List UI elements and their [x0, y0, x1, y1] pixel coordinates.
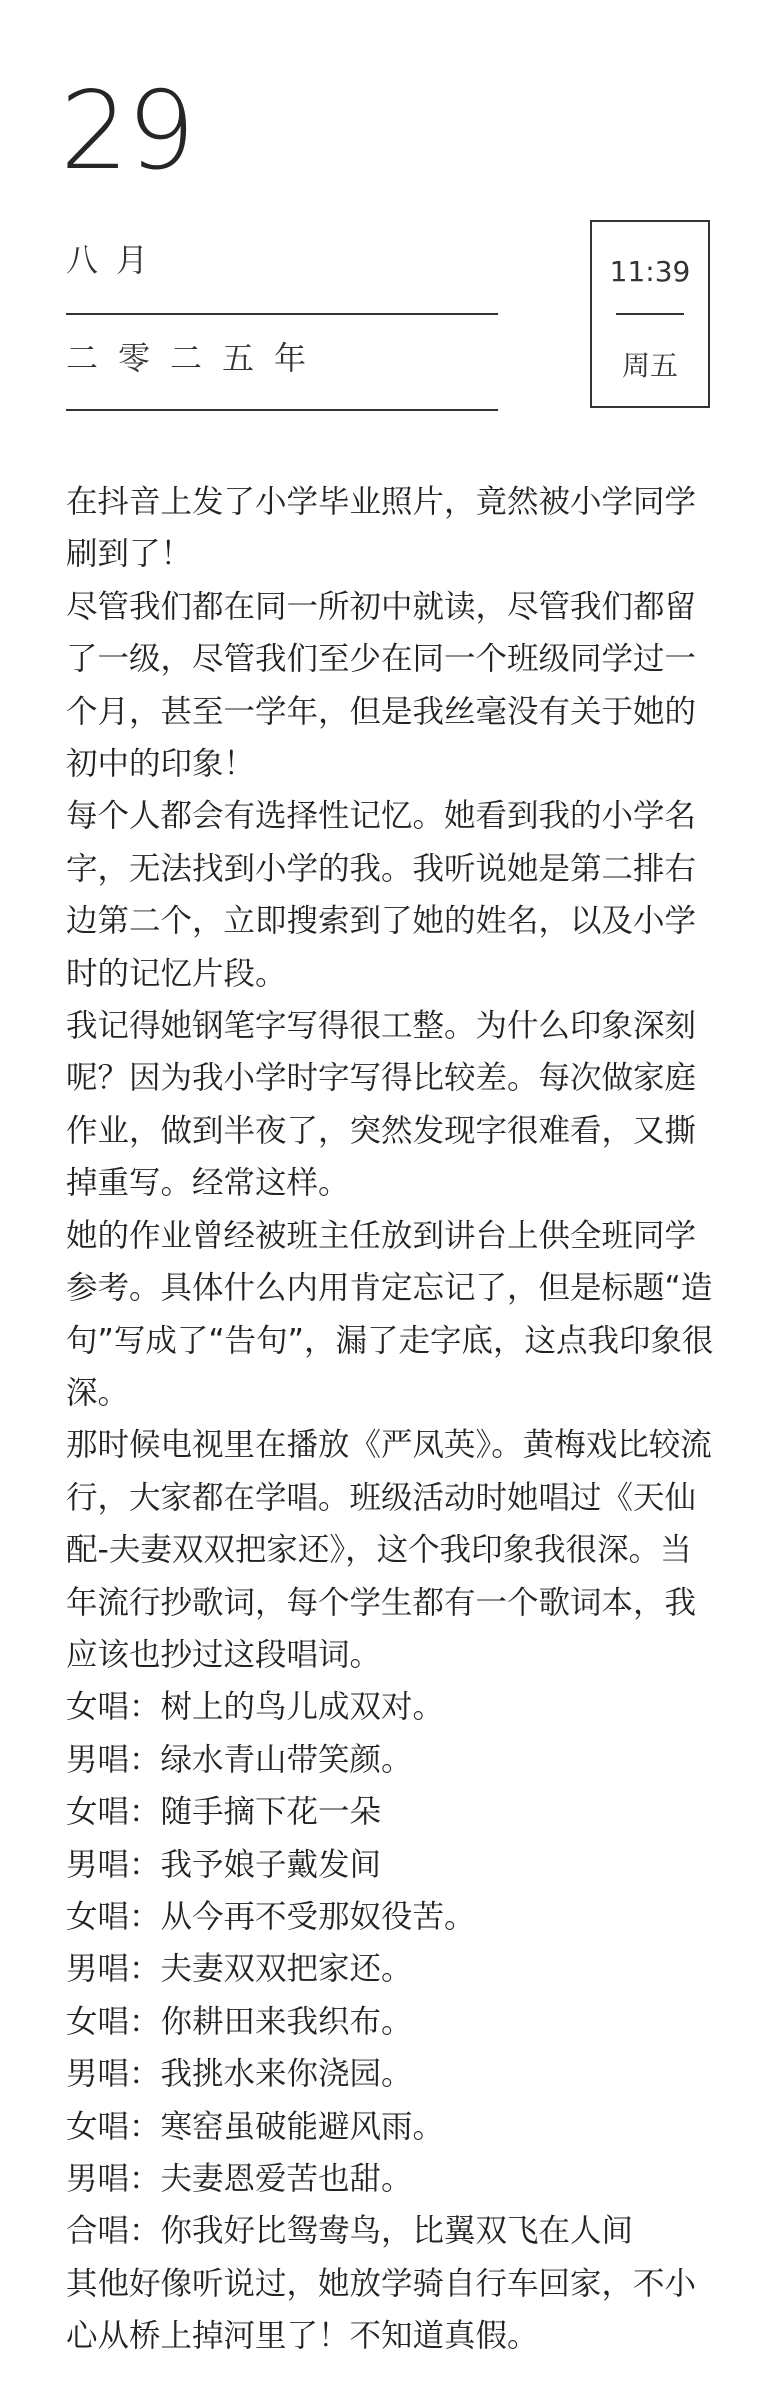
diary-body [66, 476, 716, 2363]
lyric-line: 男唱：夫妻恩爱苦也甜。 [66, 2161, 413, 2197]
lyric-line: 女唱：随手摘下花一朵 [66, 1794, 382, 1831]
divider-line [66, 313, 498, 315]
paragraph: 我记得她钢笔字写得很工整。为什么印象深刻呢？因为我小学时字写得比较差。每次做家庭作业，做到半夜了，突然发现字很难看，又撕掉重写。经常这样。 [66, 1008, 697, 1202]
lyric-line: 男唱：我予娘子戴发间 [66, 1846, 382, 1883]
time-box [590, 220, 710, 408]
paragraph: 她的作业曾经被班主任放到讲台上供全班同学参考。具体什么内用肯定忘记了，但是标题“造句”写成了“告句”，漏了走字底，这点我印象很深。 [66, 1217, 714, 1411]
time-label: 11:39 [609, 255, 691, 288]
date-day: 29 [60, 69, 194, 194]
divider-line [66, 409, 498, 411]
weekday-label: 周五 [621, 349, 678, 382]
lyric-line: 男唱：夫妻双双把家还。 [66, 1951, 413, 1988]
lyric-line: 女唱：从今再不受那奴役苦。 [66, 1898, 476, 1935]
paragraph: 那时候电视里在播放《严凤英》。黄梅戏比较流行，大家都在学唱。班级活动时她唱过《天仙配-夫妻双双把家还》，这个我印象我很深。当年流行抄歌词，每个学生都有一个歌词本，我应该也抄过这段唱词。 [66, 1427, 712, 1673]
lyric-line: 女唱：你耕田来我织布。 [66, 2003, 413, 2040]
lyric-line: 男唱：我挑水来你浇园。 [66, 2056, 413, 2093]
paragraph: 在抖音上发了小学毕业照片，竟然被小学同学刷到了！ [66, 484, 697, 573]
date-month: 八月 [66, 241, 167, 279]
lyric-line: 男唱：绿水青山带笑颜。 [66, 1741, 413, 1778]
lyric-line: 女唱：寒窑虽破能避风雨。 [66, 2108, 445, 2145]
paragraph: 尽管我们都在同一所初中就读，尽管我们都留了一级，尽管我们至少在同一个班级同学过一个月，甚至一学年，但是我丝毫没有关于她的初中的印象！ [66, 588, 697, 783]
paragraph: 每个人都会有选择性记忆。她看到我的小学名字，无法找到小学的我。我听说她是第二排右边第二个，立即搜索到了她的姓名，以及小学时的记忆片段。 [66, 798, 697, 992]
lyric-line: 女唱：树上的鸟儿成双对。 [66, 1689, 445, 1726]
lyric-line: 合唱：你我好比鸳鸯鸟，比翼双飞在人间 [66, 2213, 634, 2250]
date-year: 二零二五年 [66, 339, 327, 377]
paragraph: 其他好像听说过，她放学骑自行车回家，不小心从桥上掉河里了！不知道真假。 [66, 2265, 697, 2355]
time-divider [616, 313, 684, 315]
